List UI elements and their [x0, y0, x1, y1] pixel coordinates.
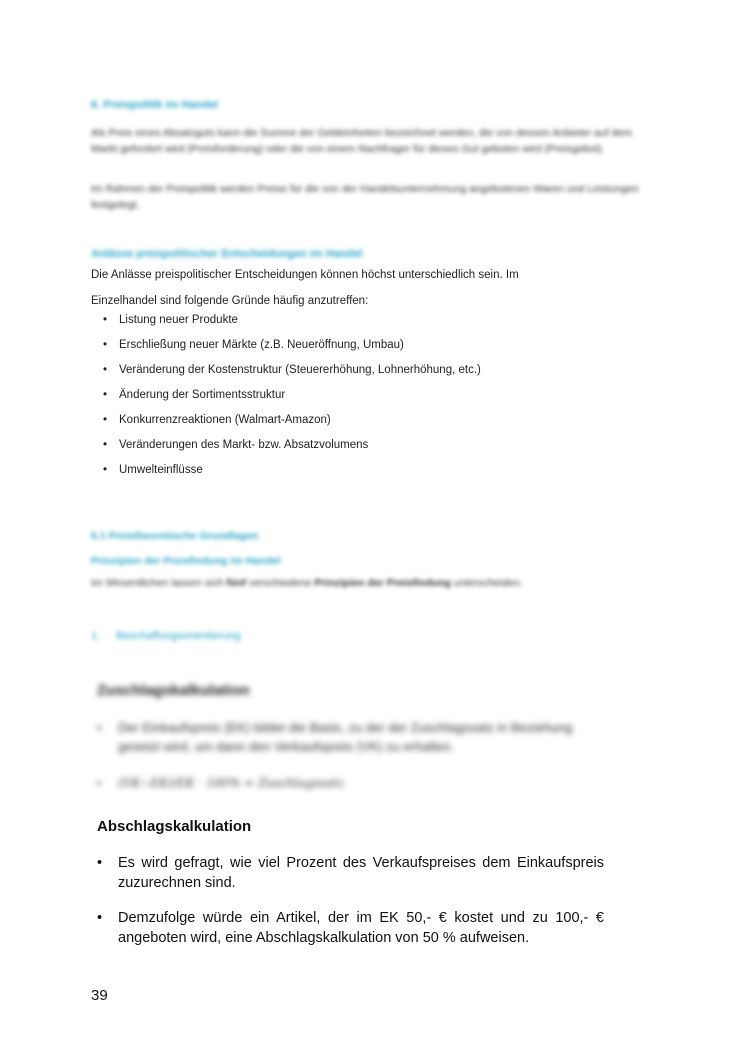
anlaesse-intro-line-1: Die Anlässe preispolitischer Entscheidungen können höchst unterschiedlich sein. Im — [91, 269, 519, 281]
list-item-text: Veränderungen des Markt- bzw. Absatzvolumens — [119, 439, 369, 451]
bullet-icon: • — [97, 720, 102, 735]
zuschlag-bullet-1-text: Der Einkaufspreis (EK) bildet die Basis, zu der der Zuschlagssatz in Beziehung gesetzt wird, um dann den Verkaufspreis (VK) zu erhalten. — [118, 720, 573, 754]
zuschlag-formula — [97, 776, 607, 790]
item-label: Beschaffungsorientierung — [116, 630, 241, 642]
list-item-text: Veränderung der Kostenstruktur (Steuererhöhung, Lohnerhöhung, etc.) — [119, 364, 481, 376]
zuschlag-formula-text: (VK−EK)/EK · 100% = Zuschlagssatz — [118, 776, 344, 790]
item-number: 1. — [91, 630, 101, 642]
anlaesse-list — [103, 310, 481, 485]
list-item — [103, 360, 481, 385]
section-6-paragraph-1: Als Preis eines Absatzguts kann die Summe der Geldeinheiten bezeichnet werden, die von dessen Anbieter auf dem Markt gefordert wird (Preisforderung) oder die von einem Nachfrager für dieses Gut geboten wird (Preisgebot). — [91, 127, 633, 155]
bullet-icon: • — [103, 364, 108, 376]
list-item — [103, 310, 481, 335]
abschlag-bullet-2 — [97, 908, 604, 948]
prinzipien-paragraph — [91, 577, 691, 589]
bullet-icon: • — [103, 414, 108, 426]
bullet-icon: • — [103, 314, 108, 326]
anlaesse-intro — [91, 262, 651, 314]
list-item — [103, 385, 481, 410]
section-6-paragraph-2: Im Rahmen der Preispolitik werden Preise für die von der Handelsunternehmung angebotenen Waren und Leistungen festgelegt. — [91, 183, 639, 211]
anlaesse-heading: Anlässe preispolitischer Entscheidungen im Handel — [91, 248, 363, 260]
list-item — [103, 335, 481, 360]
bullet-icon: • — [97, 776, 102, 790]
numbered-item-1 — [91, 630, 241, 642]
abschlag-bullet-1-text: Es wird gefragt, wie viel Prozent des Verkaufspreises dem Einkaufspreis zuzurechnen sind. — [118, 855, 604, 891]
list-item-text: Änderung der Sortimentsstruktur — [119, 389, 286, 401]
section-6-heading: 6. Preispolitik im Handel — [91, 99, 219, 111]
bullet-icon: • — [97, 855, 103, 871]
bullet-icon: • — [103, 339, 108, 351]
abschlag-bullet-2-text: Demzufolge würde ein Artikel, der im EK 50,- € kostet und zu 100,- € angeboten wird, eine Abschlagskalkulation von 50 % aufweisen. — [118, 910, 604, 946]
prinzipien-text-2: verschiedene — [246, 577, 315, 589]
list-item-text: Umwelteinflüsse — [119, 464, 203, 476]
bullet-icon: • — [103, 389, 108, 401]
abschlag-heading: Abschlagskalkulation — [97, 818, 252, 835]
prinzipien-subheading: Prinzipien der Preisfindung im Handel — [91, 555, 281, 567]
anlaesse-intro-line-2: Einzelhandel sind folgende Gründe häufig anzutreffen: — [91, 295, 369, 307]
section-6-1-heading: 6.1 Preistheoretische Grundlagen — [91, 530, 259, 542]
bullet-icon: • — [97, 910, 103, 926]
abschlag-bullet-1 — [97, 853, 604, 893]
prinzipien-bold-2: Prinzipien der Preisfindung — [314, 577, 451, 589]
page-number: 39 — [91, 987, 108, 1004]
prinzipien-text-3: unterscheiden. — [450, 577, 523, 589]
list-item — [103, 435, 481, 460]
prinzipien-bold-1: fünf — [226, 577, 247, 589]
zuschlag-heading: Zuschlagskalkulation — [97, 682, 250, 699]
list-item — [103, 410, 481, 435]
bullet-icon: • — [103, 464, 108, 476]
list-item-text: Listung neuer Produkte — [119, 314, 238, 326]
list-item — [103, 460, 481, 485]
list-item-text: Konkurrenzreaktionen (Walmart-Amazon) — [119, 414, 331, 426]
bullet-icon: • — [103, 439, 108, 451]
prinzipien-text-1: Im Wesentlichen lassen sich — [91, 577, 227, 589]
list-item-text: Erschließung neuer Märkte (z.B. Neueröffnung, Umbau) — [119, 339, 404, 351]
zuschlag-bullet-1 — [97, 718, 607, 756]
